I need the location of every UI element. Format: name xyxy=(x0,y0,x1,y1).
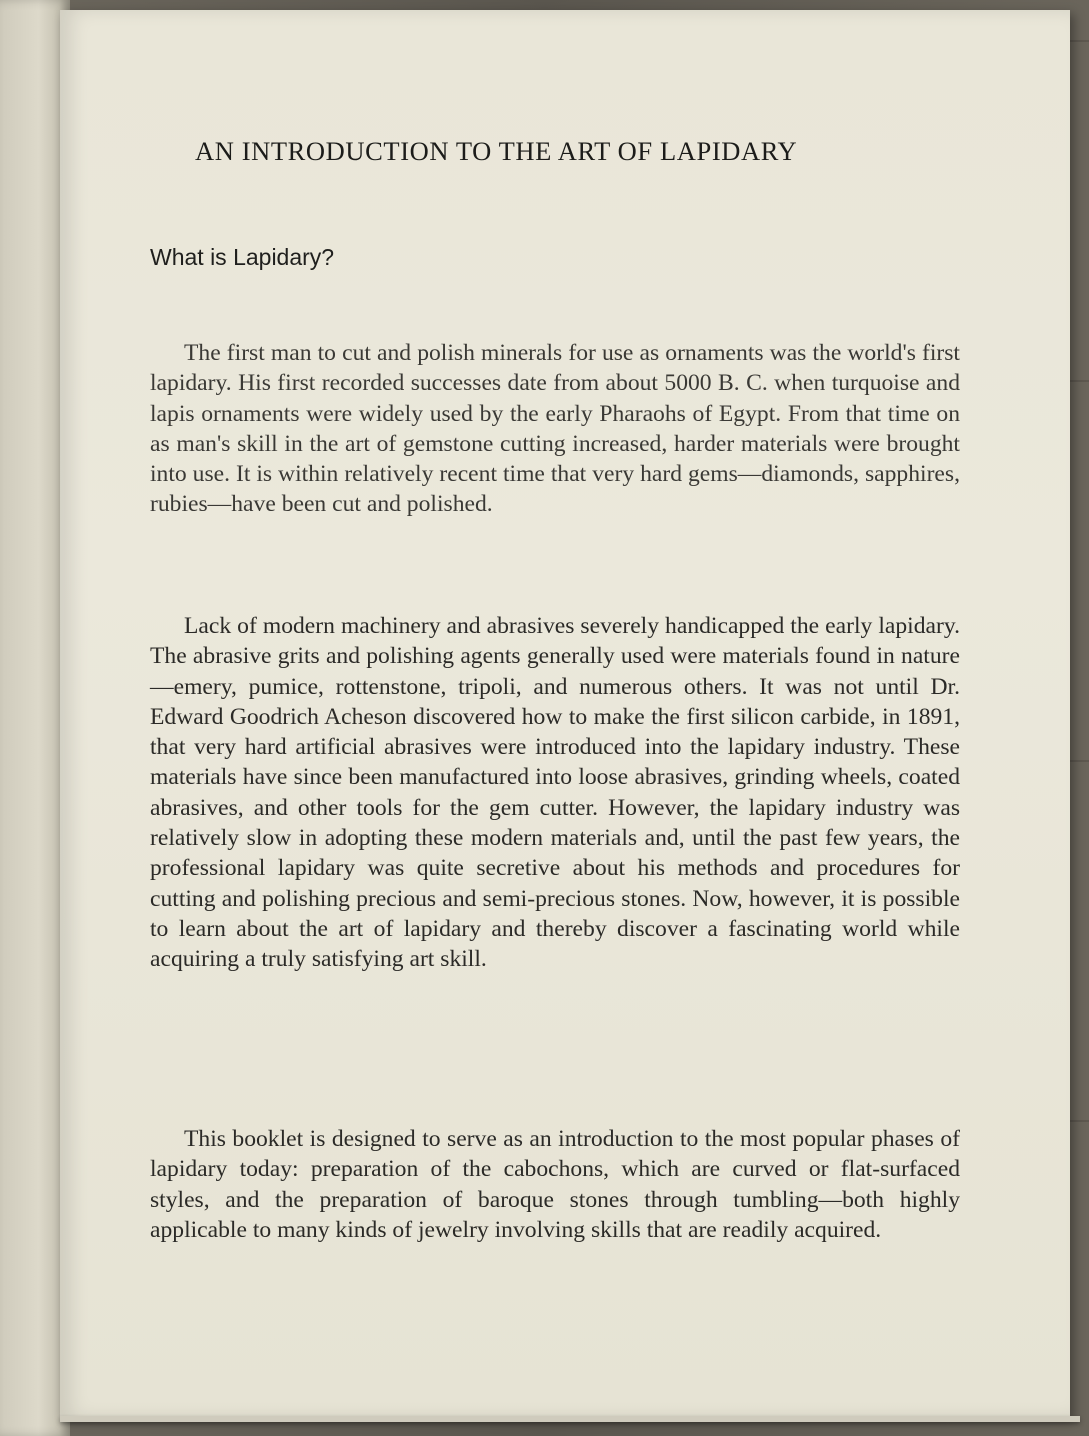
paragraph-text: The first man to cut and polish minerals for use as ornaments was the world's first lapidary. His first recorded successes date from about 5000 B. C. when turquoise and lapis ornaments were widely used by the early Pharaohs of Egypt. From that time on as man's skill in the art of gemstone cutting increased, harder materials were brought into use. It is within relatively recent time that very hard gems—diamonds, sapphires, rubies—have been cut and polished. xyxy=(150,340,960,518)
page-stack-edge xyxy=(60,1416,1080,1422)
paragraph-text: Lack of modern machinery and abrasives severely handicapped the early lapidary. The abrasive grits and polishing agents generally used were materials found in nature—emery, pumice, rottenstone, tripoli, and numerous others. It was not until Dr. Edward Goodrich Acheson discovered how to make the first silicon carbide, in 1891, that very hard artificial abrasives were introduced into the lapidary industry. These materials have since been manufactured into loose abrasives, grinding wheels, coated abrasives, and other tools for the gem cutter. However, the lapidary industry was relatively slow in adopting these modern materials and, until the past few years, the professional lapidary was quite secretive about his methods and procedures for cutting and polishing precious and semi-precious stones. Now, however, it is possible to learn about the art of lapidary and thereby discover a fascinating world while acquiring a truly satisfying art skill. xyxy=(150,613,960,973)
paragraph-3 xyxy=(150,1124,960,1245)
page-title: AN INTRODUCTION TO THE ART OF LAPIDARY xyxy=(195,136,798,166)
paragraph-text: This booklet is designed to serve as an introduction to the most popular phases of lapidary today: preparation of the cabochons, which are curved or flat-surfaced styles, and the preparation of baroque stones through tumbling—both highly applicable to many kinds of jewelry involving skills that are readily acquired. xyxy=(150,1126,960,1243)
paragraph-1 xyxy=(150,338,960,520)
paragraph-2 xyxy=(150,611,960,975)
section-heading: What is Lapidary? xyxy=(150,244,335,270)
